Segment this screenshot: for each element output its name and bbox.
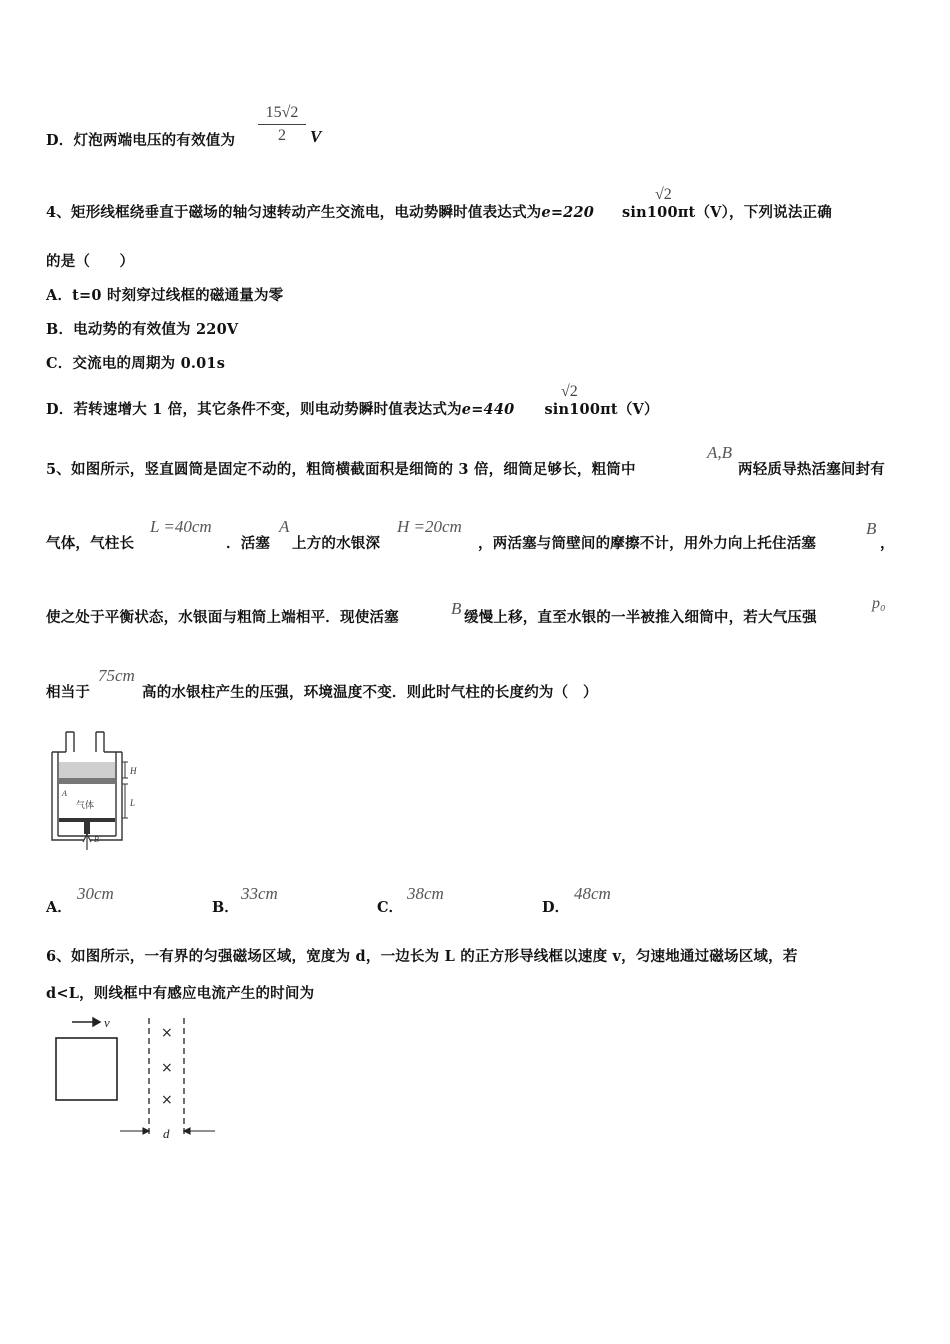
cylinder-figure — [46, 728, 156, 852]
q6-line2-text: d<L，则线框中有感应电流产生的时间为 — [46, 985, 315, 1002]
math-B-2: B — [451, 599, 462, 618]
fraction-numerator: 15√2 — [258, 104, 306, 125]
option-a-value: 30cm — [77, 884, 114, 903]
option-b-value: 33cm — [241, 884, 278, 903]
q4-option-a — [46, 284, 283, 305]
q5-line2-b — [226, 532, 270, 553]
q5-option-b — [212, 896, 239, 917]
label-d: d — [163, 1126, 170, 1141]
unit-volt: V — [310, 127, 322, 146]
math-B: B — [866, 519, 877, 538]
cross-icon: × — [161, 1060, 173, 1076]
option-label: B． — [212, 899, 239, 916]
cross-icon: × — [161, 1025, 173, 1041]
q5-line2-a: 气体，气柱长 — [46, 535, 135, 552]
q4-stem-c: 的是（ ） — [46, 253, 135, 270]
option-label: C． — [377, 899, 404, 916]
q6-line2 — [46, 982, 314, 1003]
q5-line1 — [46, 458, 636, 479]
q5-line2-e — [880, 532, 895, 553]
q5-line2-e-text: ， — [880, 535, 895, 552]
q5-line2 — [46, 532, 134, 553]
q5-option-d — [542, 896, 569, 917]
label-L: L — [130, 798, 136, 808]
sqrt2-220: √2 — [655, 186, 672, 203]
option-d-value: 48cm — [574, 884, 611, 903]
option-label: A． — [46, 899, 72, 916]
fraction-denominator: 2 — [278, 127, 286, 144]
q4-sin-part: sin100πt — [622, 204, 696, 221]
math-p0: p₀ — [872, 595, 886, 612]
q5-line1-end-text: 两轻质导热活塞间封有 — [738, 461, 885, 478]
option-c-value: 38cm — [407, 884, 444, 903]
q5-line2-c-text: 上方的水银深 — [292, 535, 381, 552]
option-label: C． — [46, 355, 73, 372]
q4-stem-line2 — [46, 250, 134, 271]
q4-option-d — [46, 398, 659, 419]
label-B: B — [94, 835, 99, 844]
option-label: A． — [46, 287, 73, 304]
q5-line4-b — [142, 681, 598, 702]
magnetic-field-figure — [50, 1012, 225, 1147]
q4-e-expr: e=220 — [541, 204, 595, 221]
q5-option-c — [377, 896, 403, 917]
option-text: 若转速增大 1 倍，其它条件不变，则电动势瞬时值表达式为 — [73, 401, 462, 418]
q5-option-a — [46, 896, 72, 917]
option-text: t=0 时刻穿过线框的磁通量为零 — [72, 287, 284, 304]
math-75cm: 75cm — [98, 666, 135, 685]
q4-stem-b: （V），下列说法正确 — [695, 204, 832, 221]
q5-line4-b-text: 高的水银柱产生的压强，环境温度不变．则此时气柱的长度约为（ ） — [142, 684, 598, 701]
q5-line2-b-text: ．活塞 — [226, 535, 271, 552]
q4-stem-a: 4、矩形线框绕垂直于磁场的轴匀速转动产生交流电，电动势瞬时值表达式为 — [46, 204, 542, 221]
q4-option-c — [46, 352, 225, 373]
q5-line2-c — [292, 532, 380, 553]
option-label: D． — [46, 401, 74, 418]
q5-line1-text: 5、如图所示，竖直圆筒是固定不动的，粗筒横截面积是细筒的 3 倍，细筒足够长，粗筒中 — [46, 461, 636, 478]
math-L-40cm: L =40cm — [150, 517, 212, 536]
square-loop — [56, 1038, 117, 1100]
cross-icon: × — [161, 1092, 173, 1108]
q3-option-d — [46, 129, 235, 150]
q6-line1-text: 6、如图所示，一有界的匀强磁场区域，宽度为 d，一边长为 L 的正方形导线框以速度 v，匀速地通过磁场区域，若 — [46, 948, 798, 965]
q5-line3 — [46, 606, 399, 627]
math-H-20cm: H =20cm — [397, 517, 462, 536]
q5-line1-end — [738, 458, 885, 479]
q5-line4-text: 相当于 — [46, 684, 91, 701]
fraction-15sqrt2-over-2 — [258, 104, 306, 145]
q5-line2-d — [478, 532, 816, 553]
math-A: A — [279, 517, 290, 536]
q4-opt-d-sin: sin100πt（V） — [544, 401, 659, 418]
label-v: v — [104, 1015, 110, 1030]
option-label: B． — [46, 321, 74, 338]
q4-option-b — [46, 318, 238, 339]
q5-line2-d-text: ，两活塞与筒壁间的摩擦不计，用外力向上托住活塞 — [478, 535, 817, 552]
q3-option-d-label: D．灯泡两端电压的有效值为 — [46, 132, 236, 149]
q5-line3-b — [464, 606, 817, 627]
label-H: H — [130, 766, 137, 776]
q4-opt-d-e: e=440 — [461, 401, 515, 418]
q6-line1 — [46, 945, 798, 966]
q4-stem-line1 — [46, 201, 832, 222]
sqrt2-440: √2 — [561, 383, 578, 400]
label-A: A — [62, 789, 67, 798]
q5-line4 — [46, 681, 90, 702]
option-label: D． — [542, 899, 570, 916]
math-AB: A,B — [707, 443, 733, 462]
label-gas: 气体 — [76, 801, 95, 811]
option-text: 电动势的有效值为 220V — [73, 321, 239, 338]
q5-line3-a: 使之处于平衡状态，水银面与粗筒上端相平．现使活塞 — [46, 609, 399, 626]
q5-line3-b-text: 缓慢上移，直至水银的一半被推入细筒中，若大气压强 — [464, 609, 817, 626]
option-text: 交流电的周期为 0.01s — [72, 355, 226, 372]
